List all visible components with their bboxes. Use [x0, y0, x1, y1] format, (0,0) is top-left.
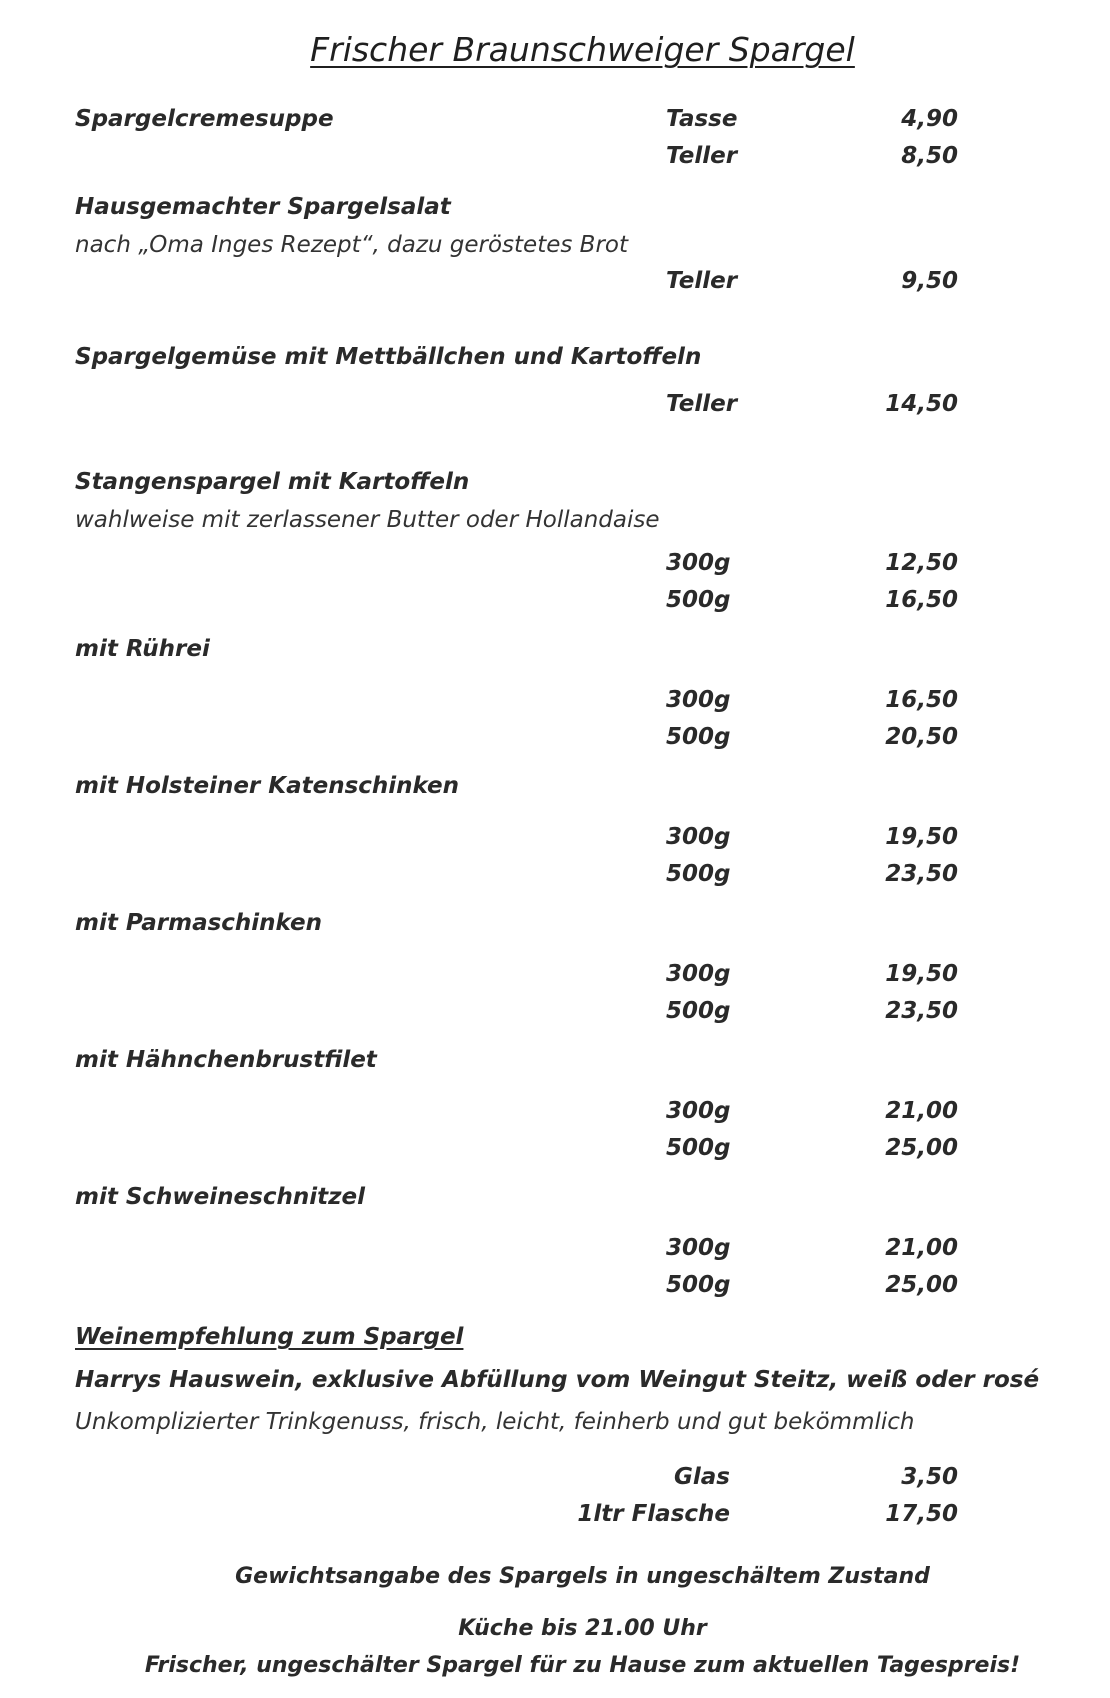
price: 8,50 — [901, 143, 958, 169]
takeaway-note: Frischer, ungeschälter Spargel für zu Hause zum aktuellen Tagespreis! — [144, 1653, 1021, 1678]
page-title: Frischer Braunschweiger Spargel — [310, 30, 855, 69]
price: 12,50 — [885, 550, 958, 576]
unit-label: 300g — [666, 687, 731, 713]
dish-description-stangenspargel: wahlweise mit zerlassener Butter oder Hollandaise — [75, 507, 660, 533]
price: 4,90 — [901, 106, 958, 132]
variant-name: mit Rührei — [75, 636, 210, 662]
dish-name-soup: Spargelcremesuppe — [75, 106, 334, 132]
dish-name-stangenspargel: Stangenspargel mit Kartoffeln — [75, 469, 470, 495]
price: 14,50 — [885, 391, 958, 417]
weight-note: Gewichtsangabe des Spargels in ungeschältem Zustand — [235, 1564, 930, 1589]
variant-name: mit Schweineschnitzel — [75, 1184, 365, 1210]
price: 19,50 — [885, 961, 958, 987]
dish-name-salad: Hausgemachter Spargelsalat — [75, 194, 451, 220]
unit-label: Teller — [666, 391, 738, 417]
unit-label: 300g — [666, 1098, 731, 1124]
price: 3,50 — [901, 1464, 958, 1490]
unit-label: 500g — [666, 1272, 731, 1298]
variant-name: mit Holsteiner Katenschinken — [75, 773, 459, 799]
price: 16,50 — [885, 587, 958, 613]
price: 21,00 — [885, 1098, 958, 1124]
unit-label: 1ltr Flasche — [577, 1501, 730, 1527]
unit-label: Teller — [666, 143, 738, 169]
variant-name: mit Hähnchenbrustfilet — [75, 1047, 377, 1073]
unit-label: 500g — [666, 587, 731, 613]
price: 20,50 — [885, 724, 958, 750]
price: 23,50 — [885, 861, 958, 887]
price: 9,50 — [901, 268, 958, 294]
unit-label: 300g — [666, 550, 731, 576]
unit-label: 500g — [666, 998, 731, 1024]
price: 25,00 — [885, 1135, 958, 1161]
wine-section-heading: Weinempfehlung zum Spargel — [75, 1324, 464, 1350]
price: 25,00 — [885, 1272, 958, 1298]
price: 23,50 — [885, 998, 958, 1024]
unit-label: 500g — [666, 724, 731, 750]
unit-label: 500g — [666, 861, 731, 887]
unit-label: 300g — [666, 824, 731, 850]
unit-label: 500g — [666, 1135, 731, 1161]
unit-label: Teller — [666, 268, 738, 294]
kitchen-hours: Küche bis 21.00 Uhr — [458, 1616, 707, 1641]
dish-name-vegetable: Spargelgemüse mit Mettbällchen und Kartoffeln — [75, 344, 702, 370]
variant-name: mit Parmaschinken — [75, 910, 322, 936]
unit-label: 300g — [666, 1235, 731, 1261]
wine-description: Unkomplizierter Trinkgenuss, frisch, leicht, feinherb und gut bekömmlich — [75, 1409, 915, 1435]
unit-label: 300g — [666, 961, 731, 987]
price: 17,50 — [885, 1501, 958, 1527]
wine-name: Harrys Hauswein, exklusive Abfüllung vom Weingut Steitz, weiß oder rosé — [75, 1367, 1040, 1393]
price: 19,50 — [885, 824, 958, 850]
price: 21,00 — [885, 1235, 958, 1261]
unit-label: Glas — [674, 1464, 730, 1490]
price: 16,50 — [885, 687, 958, 713]
dish-description-salad: nach „Oma Inges Rezept“, dazu geröstetes Brot — [75, 232, 628, 258]
unit-label: Tasse — [666, 106, 738, 132]
